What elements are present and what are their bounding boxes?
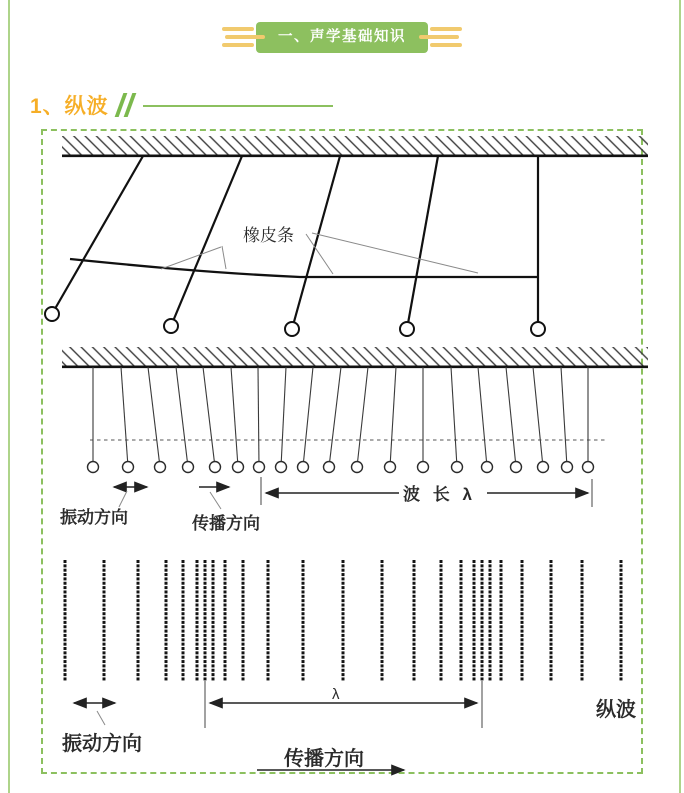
rubber-band-pendulums bbox=[45, 156, 545, 336]
ceiling-hatch-mid bbox=[62, 347, 648, 366]
longitudinal-wave-label: 纵波 bbox=[596, 699, 636, 721]
section-badge: 一、声学基础知识 bbox=[256, 22, 428, 53]
rubber-band-label: 橡皮条 bbox=[243, 226, 294, 245]
vibration-label: 振动方向 bbox=[60, 508, 128, 527]
ceiling-hatch-top bbox=[62, 136, 648, 155]
rubber-band-pointer-lines bbox=[161, 233, 478, 274]
dots-lambda-label: λ bbox=[332, 686, 340, 703]
propagation-label: 传播方向 bbox=[192, 514, 260, 533]
wavelength-span bbox=[261, 477, 592, 507]
section-title: 1、纵波 bbox=[30, 95, 109, 118]
wave-pendulums bbox=[88, 367, 594, 473]
dots-vibration-label: 振动方向 bbox=[62, 733, 142, 755]
fig-longitudinal-dots bbox=[62, 560, 636, 770]
wavelength-label: 波 长 λ bbox=[403, 485, 476, 504]
propagation-tick bbox=[210, 492, 221, 509]
fig-pendulum-wave bbox=[59, 347, 648, 533]
dot-columns bbox=[64, 560, 623, 680]
dots-lambda-span bbox=[205, 681, 482, 728]
dots-propagation-label: 传播方向 bbox=[284, 748, 364, 770]
dots-vibration-tick bbox=[97, 711, 105, 725]
vibration-tick bbox=[119, 491, 127, 507]
rubber-band-line bbox=[70, 259, 538, 277]
fig-rubber-band bbox=[45, 136, 648, 336]
